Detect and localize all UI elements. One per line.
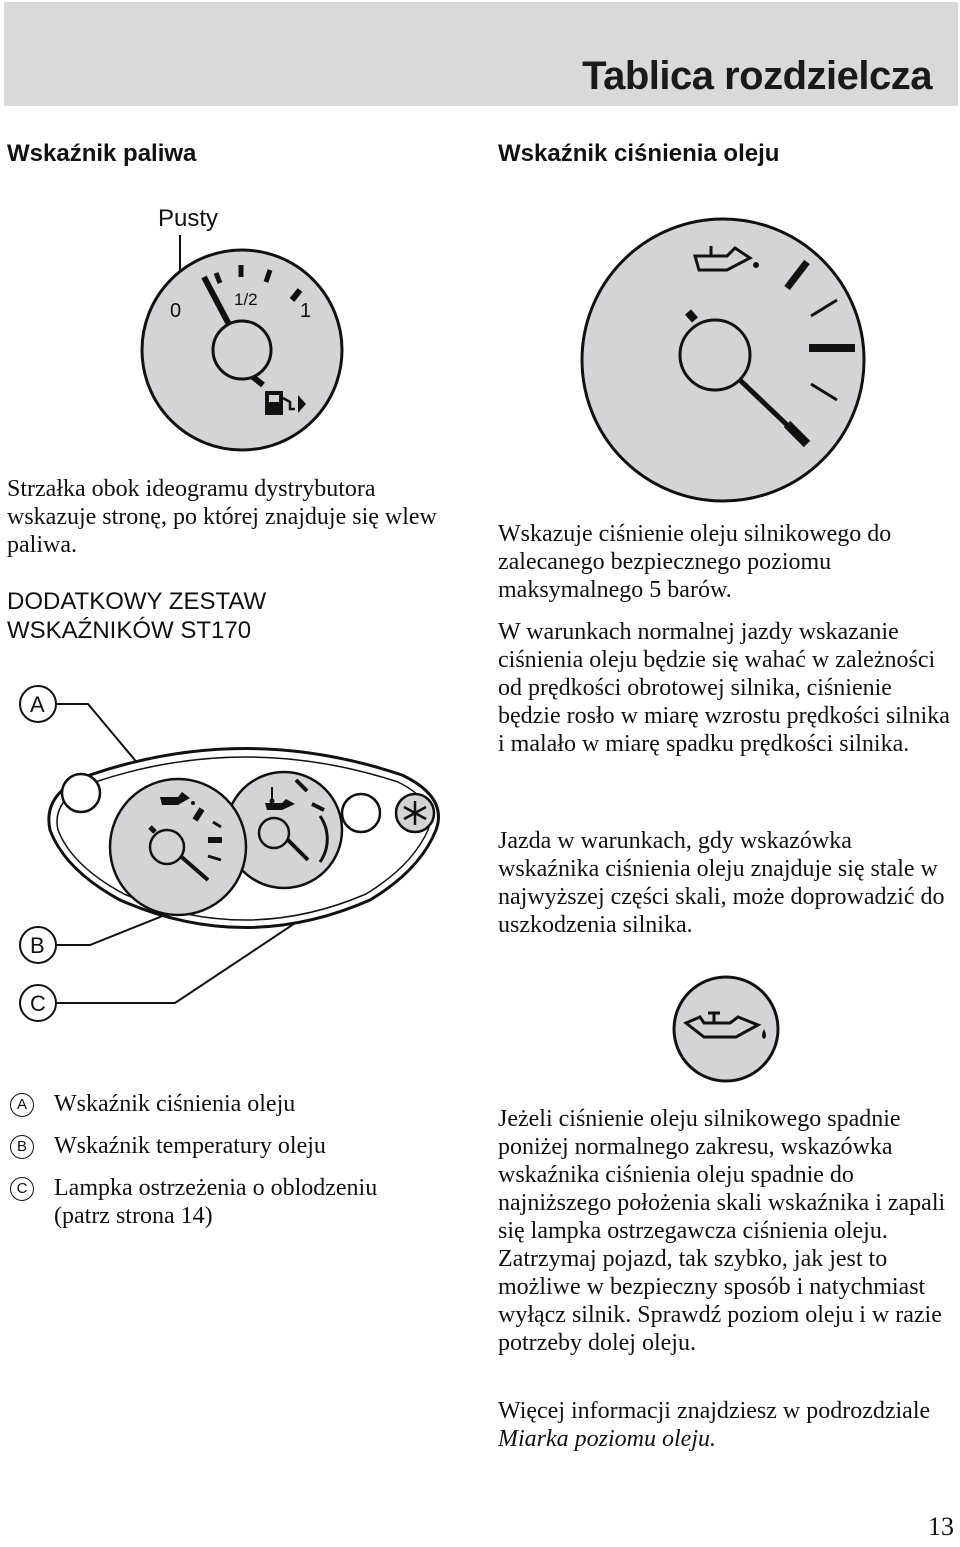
fuel-gauge-title: Wskaźnik paliwa: [7, 140, 197, 167]
oil-paragraph-4: Jeżeli ciśnienie oleju silnikowego spadnie poniżej normalnego zakresu, wskazówka wskaźnika ciśnienia oleju spadnie do najniższego położenia skali wskaźnika i zapali się lampka ostrzegawcza ciśnienia oleju. Zatrzymaj pojazd, tak szybko, jak jest to możliwe w bezpieczny sposób i natychmiast wyłącz silnik. Sprawdź poziom oleju i w razie potrzeby dolej oleju.: [498, 1106, 946, 1356]
legend-item-b: [10, 1132, 450, 1160]
legend-text-b: Wskaźnik temperatury oleju: [54, 1133, 326, 1159]
fuel-gauge-illustration: [120, 195, 380, 465]
fuel-description: Strzałka obok ideogramu dystrybutora wskazuje stronę, po której znajduje się wlew paliwa.: [7, 476, 437, 558]
legend-item-c: [10, 1174, 450, 1230]
st170-gauge-cluster-illustration: [10, 680, 450, 1025]
oil-paragraph-5-text: Więcej informacji znajdziesz w podrozdziale: [498, 1398, 931, 1424]
fuel-empty-label: Pusty: [158, 205, 219, 232]
callout-c: C: [30, 991, 46, 1016]
legend-item-a: [10, 1090, 450, 1118]
legend-text-a: Wskaźnik ciśnienia oleju: [54, 1091, 296, 1117]
fuel-mark-half: 1/2: [234, 290, 258, 309]
page-title: Tablica rozdzielcza: [582, 54, 932, 98]
oil-pressure-title: Wskaźnik ciśnienia oleju: [498, 140, 780, 167]
oil-paragraph-5: [498, 1397, 958, 1453]
legend-text-c: Lampka ostrzeżenia o oblodzeniu (patrz strona 14): [54, 1175, 378, 1229]
page-number: 13: [928, 1512, 954, 1541]
oil-dipstick-reference: Miarka poziomu oleju.: [498, 1426, 716, 1452]
callout-a: A: [30, 692, 45, 717]
oil-pressure-gauge-illustration: [575, 210, 875, 510]
page-header: [4, 2, 958, 106]
oil-paragraph-3: Jazda w warunkach, gdy wskazówka wskaźnika ciśnienia oleju znajduje się stale w najwyższej części skali, może doprowadzić do uszkodzenia silnika.: [498, 828, 945, 938]
fuel-mark-full: 1: [300, 300, 312, 322]
legend-badge-b: B: [10, 1135, 34, 1159]
extra-gauges-title: DODATKOWY ZESTAW WSKAŹNIKÓW ST170: [7, 588, 267, 644]
fuel-mark-zero: 0: [170, 300, 182, 322]
oil-paragraph-1: Wskazuje ciśnienie oleju silnikowego do zalecanego bezpiecznego poziomu maksymalnego 5 barów.: [498, 521, 892, 603]
oil-paragraph-2: W warunkach normalnej jazdy wskazanie ciśnienia oleju będzie się wahać w zależności od prędkości obrotowej silnika, ciśnienie będzie rosło w miarę wzrostu prędkości silnika i malało w miarę spadku prędkości silnika.: [498, 619, 950, 757]
legend-badge-a: A: [10, 1093, 34, 1117]
oil-warning-lamp-illustration: [670, 973, 782, 1085]
callout-b: B: [30, 933, 45, 958]
legend-badge-c: C: [10, 1177, 34, 1201]
callout-legend: [10, 1090, 450, 1244]
